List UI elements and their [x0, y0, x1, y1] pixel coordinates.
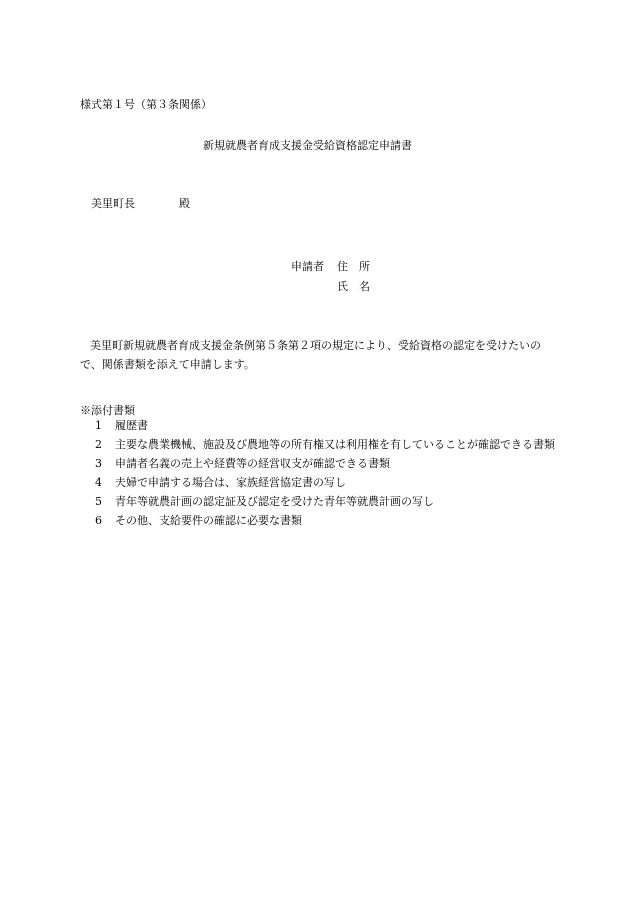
attachment-item	[95, 473, 565, 492]
attachment-number: 2	[95, 438, 102, 451]
attachment-text: 青年等就農計画の認定証及び認定を受けた青年等就農計画の写し	[115, 495, 434, 508]
attachment-item	[95, 511, 565, 530]
attachment-number: 1	[95, 419, 102, 432]
attachment-item	[95, 492, 565, 511]
attachment-number: 4	[95, 476, 102, 489]
attachments-list	[95, 416, 565, 530]
applicant-label: 申請者	[291, 260, 324, 273]
attachment-text: 主要な農業機械、施設及び農地等の所有権又は利用権を有していることが確認できる書類	[115, 438, 555, 451]
applicant-name-label: 氏 名	[337, 280, 370, 293]
attachment-text: 夫婦で申請する場合は、家族経営協定書の写し	[115, 476, 346, 489]
addressee-name: 美里町長	[91, 197, 135, 210]
attachment-text: 履歴書	[115, 419, 148, 432]
form-number: 様式第１号（第３条関係）	[80, 98, 212, 111]
applicant-address-label: 住 所	[337, 260, 370, 273]
addressee-line	[91, 196, 190, 211]
attachment-item	[95, 435, 565, 454]
addressee-honorific: 殿	[179, 197, 190, 210]
attachment-text: その他、支給要件の確認に必要な書類	[115, 514, 302, 527]
attachment-number: 3	[95, 457, 102, 470]
application-body-text: 美里町新規就農者育成支援金条例第５条第２項の規定により、受給資格の認定を受けたいので、関係書類を添えて申請します。	[80, 339, 541, 371]
document-title: 新規就農者育成支援金受給資格認定申請書	[203, 139, 412, 152]
attachment-text: 申請者名義の売上や経費等の経営収支が確認できる書類	[115, 457, 390, 470]
attachments-heading: ※添付書類	[80, 404, 135, 417]
attachment-number: 5	[95, 495, 102, 508]
attachment-item	[95, 416, 565, 435]
attachment-item	[95, 454, 565, 473]
attachment-number: 6	[95, 514, 102, 527]
